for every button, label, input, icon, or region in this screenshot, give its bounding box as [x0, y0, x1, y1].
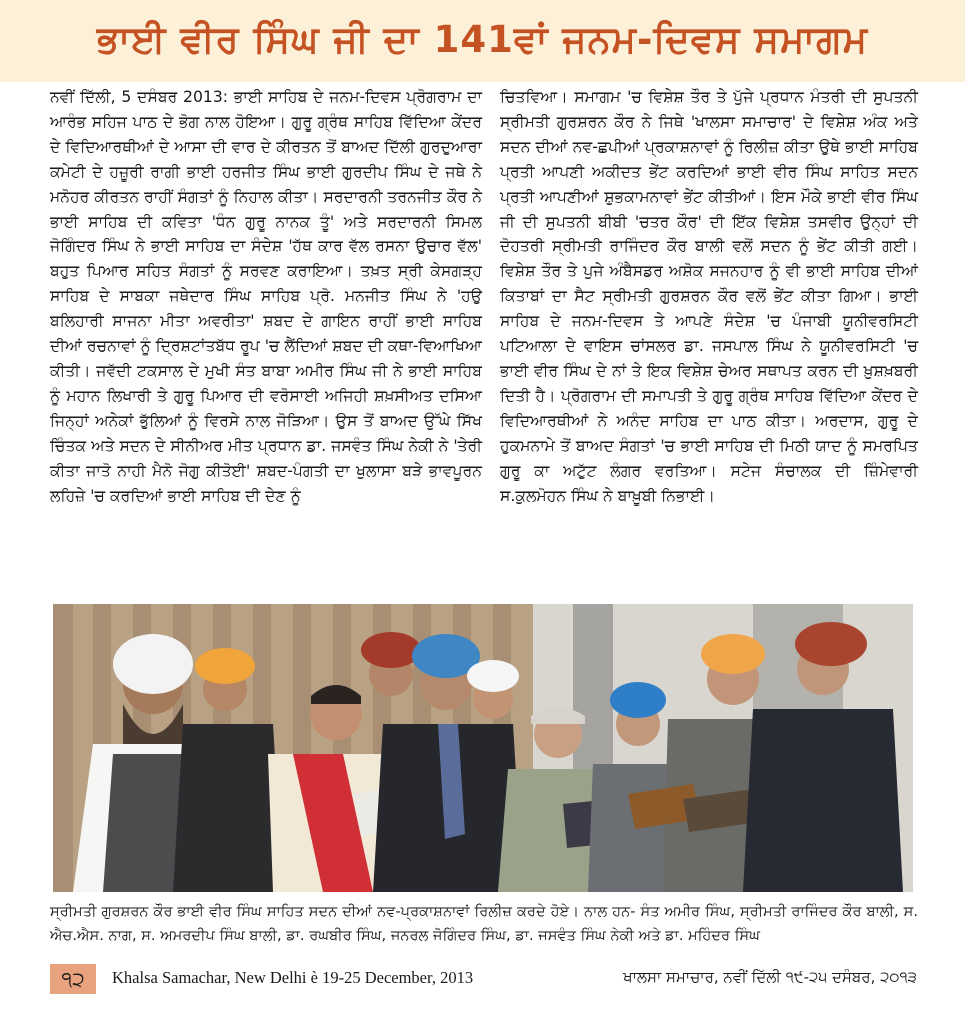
article-text-left: ਨਵੀਂ ਦਿੱਲੀ, 5 ਦਸੰਬਰ 2013: ਭਾਈ ਸਾਹਿਬ ਦੇ ਜਨਮ-ਦਿਵਸ ਪ੍ਰੋਗਰਾਮ ਦਾ ਆਰੰਭ ਸਹਿਜ ਪਾਠ ਦੇ ਭੋਗ ਨਾਲ ਹੋਇਆ। ਗੁਰੂ ਗ੍ਰੰਥ ਸਾਹਿਬ ਵਿੱਦਿਆ ਕੇਂਦਰ ਦੇ ਵਿਦਿਆਰਥੀਆਂ ਦੇ ਆਸਾ ਦੀ ਵਾਰ ਦੇ ਕੀਰਤਨ ਤੋਂ ਬਾਅਦ ਦਿੱਲੀ ਗੁਰਦੁਆਰਾ ਕਮੇਟੀ ਦੇ ਹਜ਼ੂਰੀ ਰਾਗੀ ਭਾਈ ਹਰਜੀਤ ਸਿੰਘ ਭਾਈ ਗੁਰਦੀਪ ਸਿੰਘ ਦੇ ਜਥੇ ਨੇ ਮਨੋਹਰ ਕੀਰਤਨ ਰਾਹੀਂ ਸੰਗਤਾਂ ਨੂੰ ਨਿਹਾਲ ਕੀਤਾ। ਸਰਦਾਰਨੀ ਤਰਨਜੀਤ ਕੌਰ ਨੇ ਭਾਈ ਸਾਹਿਬ ਦੀ ਕਵਿਤਾ 'ਧੰਨ ਗੁਰੂ ਨਾਨਕ ਤੂੰ' ਅਤੇ ਸਰਦਾਰਨੀ ਸਿਮਲ ਜੋਗਿੰਦਰ ਸਿੰਘ ਨੇ ਭਾਈ ਸਾਹਿਬ ਦਾ ਸੰਦੇਸ਼ 'ਹੱਥ ਕਾਰ ਵੱਲ ਰਸਨਾ ਉਚਾਰ ਵੱਲ' ਬਹੁਤ ਪਿਆਰ ਸਹਿਤ ਸੰਗਤਾਂ ਨੂੰ ਸਰਵਣ ਕਰਾਇਆ। ਤਖ਼ਤ ਸ੍ਰੀ ਕੇਸਗੜ੍ਹ ਸਾਹਿਬ ਦੇ ਸਾਬਕਾ ਜਥੇਦਾਰ ਸਿੰਘ ਸਾਹਿਬ ਪ੍ਰੋ. ਮਨਜੀਤ ਸਿੰਘ ਨੇ 'ਹਉ ਬਲਿਹਾਰੀ ਸਾਜਨਾ ਮੀਤਾ ਅਵਰੀਤਾ' ਸ਼ਬਦ ਦੇ ਗਾਇਨ ਰਾਹੀਂ ਭਾਈ ਸਾਹਿਬ ਦੀਆਂ ਰਚਨਾਵਾਂ ਨੂੰ ਦ੍ਰਿਸ਼ਟਾਂਤਬੱਧ ਰੂਪ 'ਚ ਲੈਂਦਿਆਂ ਸ਼ਬਦ ਦੀ ਕਥਾ-ਵਿਆਖਿਆ ਕੀਤੀ। ਜਵੱਦੀ ਟਕਸਾਲ ਦੇ ਮੁਖੀ ਸੰਤ ਬਾਬਾ ਅਮੀਰ ਸਿੰਘ ਜੀ ਨੇ ਭਾਈ ਸਾਹਿਬ ਨੂੰ ਮਹਾਨ ਲਿਖਾਰੀ ਤੇ ਗੁਰੂ ਪਿਆਰ ਦੀ ਵਰੋਸਾਈ ਅਜਿਹੀ ਸ਼ਖ਼ਸੀਅਤ ਦਸਿਆ ਜਿਨ੍ਹਾਂ ਅਨੇਕਾਂ ਭੁੱਲਿਆਂ ਨੂੰ ਵਿਰਸੇ ਨਾਲ ਜੋੜਿਆ। ਉਸ ਤੋਂ ਬਾਅਦ ਉੱਘੇ ਸਿੱਖ ਚਿੰਤਕ ਅਤੇ ਸਦਨ ਦੇ ਸੀਨੀਅਰ ਮੀਤ ਪ੍ਰਧਾਨ ਡਾ. ਜਸਵੰਤ ਸਿੰਘ ਨੇਕੀ ਨੇ 'ਤੇਰੀ ਕੀਤਾ ਜਾਤੋ ਨਾਹੀ ਮੈਨੋ ਜੋਗੁ ਕੀਤੋਈ' ਸ਼ਬਦ-ਪੰਗਤੀ ਦਾ ਖੁਲਾਸਾ ਬੜੇ ਭਾਵਪੂਰਨ ਲਹਿਜ਼ੇ 'ਚ ਕਰਦਿਆਂ ਭਾਈ ਸਾਹਿਬ ਦੀ ਦੇਣ ਨੂੰ — [50, 88, 482, 505]
publication-line-english: Khalsa Samachar, New Delhi è 19-25 December, 2013 — [112, 968, 474, 987]
publication-line-punjabi: ਖਾਲਸਾ ਸਮਾਚਾਰ, ਨਵੀਂ ਦਿੱਲੀ ੧੯-੨੫ ਦਸੰਬਰ, ੨੦੧੩ — [623, 968, 917, 986]
article-text-right: ਚਿਤਵਿਆ। ਸਮਾਗਮ 'ਚ ਵਿਸ਼ੇਸ਼ ਤੌਰ ਤੇ ਪੁੱਜੇ ਪ੍ਰਧਾਨ ਮੰਤਰੀ ਦੀ ਸੁਪਤਨੀ ਸ੍ਰੀਮਤੀ ਗੁਰਸ਼ਰਨ ਕੌਰ ਨੇ ਜਿਥੇ 'ਖਾਲਸਾ ਸਮਾਚਾਰ' ਦੇ ਵਿਸ਼ੇਸ਼ ਅੰਕ ਅਤੇ ਸਦਨ ਦੀਆਂ ਨਵ-ਛਪੀਆਂ ਪ੍ਰਕਾਸ਼ਨਾਵਾਂ ਨੂੰ ਰਿਲੀਜ਼ ਕੀਤਾ ਉਥੇ ਭਾਈ ਸਾਹਿਬ ਪ੍ਰਤੀ ਆਪਣੀ ਅਕੀਦਤ ਭੇਂਟ ਕਰਦਿਆਂ ਭਾਈ ਵੀਰ ਸਿੰਘ ਸਾਹਿਤ ਸਦਨ ਪ੍ਰਤੀ ਆਪਣੀਆਂ ਸ਼ੁਭਕਾਮਨਾਵਾਂ ਭੇਂਟ ਕੀਤੀਆਂ। ਇਸ ਮੌਕੇ ਭਾਈ ਵੀਰ ਸਿੰਘ ਜੀ ਦੀ ਸੁਪਤਨੀ ਬੀਬੀ 'ਚਤਰ ਕੌਰ' ਦੀ ਇੱਕ ਵਿਸ਼ੇਸ਼ ਤਸਵੀਰ ਉਨ੍ਹਾਂ ਦੀ ਦੋਹਤਰੀ ਸ੍ਰੀਮਤੀ ਰਾਜਿੰਦਰ ਕੌਰ ਬਾਲੀ ਵਲੋਂ ਸਦਨ ਨੂੰ ਭੇਂਟ ਕੀਤੀ ਗਈ। ਵਿਸ਼ੇਸ਼ ਤੌਰ ਤੇ ਪੁਜੇ ਅੰਬੈਸਡਰ ਅਸ਼ੋਕ ਸਜਨਹਾਰ ਨੂੰ ਵੀ ਭਾਈ ਸਾਹਿਬ ਦੀਆਂ ਕਿਤਾਬਾਂ ਦਾ ਸੈਟ ਸ੍ਰੀਮਤੀ ਗੁਰਸ਼ਰਨ ਕੌਰ ਵਲੋਂ ਭੇਂਟ ਕੀਤਾ ਗਿਆ। ਭਾਈ ਸਾਹਿਬ ਦੇ ਜਨਮ-ਦਿਵਸ ਤੇ ਆਪਣੇ ਸੰਦੇਸ਼ 'ਚ ਪੰਜਾਬੀ ਯੂਨੀਵਰਸਿਟੀ ਪਟਿਆਲਾ ਦੇ ਵਾਇਸ ਚਾਂਸਲਰ ਡਾ. ਜਸਪਾਲ ਸਿੰਘ ਨੇ ਯੂਨੀਵਰਸਿਟੀ 'ਚ ਭਾਈ ਵੀਰ ਸਿੰਘ ਦੇ ਨਾਂ ਤੇ ਇਕ ਵਿਸ਼ੇਸ਼ ਚੇਅਰ ਸਥਾਪਤ ਕਰਨ ਦੀ ਖ਼ੁਸ਼ਖ਼ਬਰੀ ਦਿਤੀ ਹੈ। ਪ੍ਰੋਗਰਾਮ ਦੀ ਸਮਾਪਤੀ ਤੇ ਗੁਰੂ ਗ੍ਰੰਥ ਸਾਹਿਬ ਵਿੱਦਿਆ ਕੇਂਦਰ ਦੇ ਵਿਦਿਆਰਥੀਆਂ ਨੇ ਅਨੰਦ ਸਾਹਿਬ ਦਾ ਪਾਠ ਕੀਤਾ। ਅਰਦਾਸ, ਗੁਰੂ ਦੇ ਹੁਕਮਨਾਮੇ ਤੋਂ ਬਾਅਦ ਸੰਗਤਾਂ 'ਚ ਭਾਈ ਸਾਹਿਬ ਦੀ ਮਿਠੀ ਯਾਦ ਨੂੰ ਸਮਰਪਿਤ ਗੁਰੂ ਕਾ ਅਟੁੱਟ ਲੰਗਰ ਵਰਤਿਆ। ਸਟੇਜ ਸੰਚਾਲਕ ਦੀ ਜ਼ਿੰਮੇਵਾਰੀ ਸ.ਕੁਲਮੋਹਨ ਸਿੰਘ ਨੇ ਬਾਖ਼ੂਬੀ ਨਿਭਾਈ। — [500, 88, 918, 505]
event-photo — [53, 604, 913, 892]
article-column-right — [500, 85, 918, 508]
page-footer — [0, 962, 965, 996]
event-photo-illustration — [53, 604, 913, 892]
page-number: ੧੨ — [50, 964, 96, 994]
photo-caption: ਸ੍ਰੀਮਤੀ ਗੁਰਸ਼ਰਨ ਕੌਰ ਭਾਈ ਵੀਰ ਸਿੰਘ ਸਾਹਿਤ ਸਦਨ ਦੀਆਂ ਨਵ-ਪ੍ਰਕਾਸ਼ਨਾਵਾਂ ਰਿਲੀਜ਼ ਕਰਦੇ ਹੋਏ। ਨਾਲ ਹਨ- ਸੰਤ ਅਮੀਰ ਸਿੰਘ, ਸ੍ਰੀਮਤੀ ਰਾਜਿੰਦਰ ਕੌਰ ਬਾਲੀ, ਸ. ਐਚ.ਐਸ. ਨਾਗ, ਸ. ਅਮਰਦੀਪ ਸਿੰਘ ਬਾਲੀ, ਡਾ. ਰਘਬੀਰ ਸਿੰਘ, ਜਨਰਲ ਜੋਗਿੰਦਰ ਸਿੰਘ, ਡਾ. ਜਸਵੰਤ ਸਿੰਘ ਨੇਕੀ ਅਤੇ ਡਾ. ਮਹਿੰਦਰ ਸਿੰਘ — [50, 903, 918, 944]
article-column-left — [50, 85, 482, 508]
article-headline: ਭਾਈ ਵੀਰ ਸਿੰਘ ਜੀ ਦਾ 141ਵਾਂ ਜਨਮ-ਦਿਵਸ ਸਮਾਗਮ — [96, 18, 869, 61]
